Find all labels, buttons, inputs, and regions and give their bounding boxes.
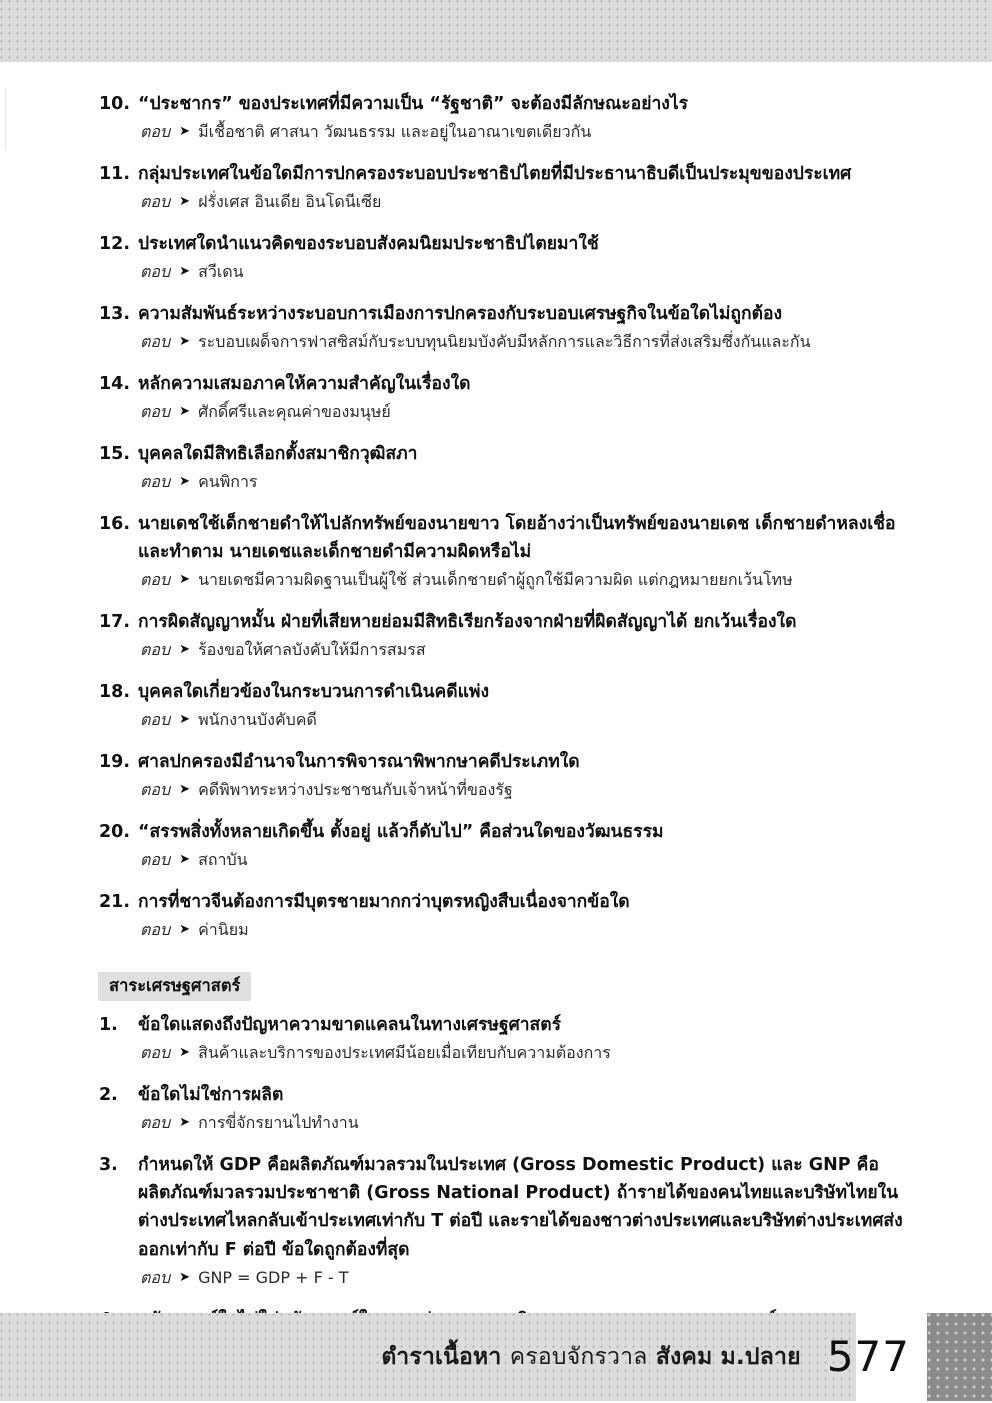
question-body — [138, 370, 910, 436]
question-number: 10. — [99, 94, 131, 114]
footer-title-part-3: สังคม ม.ปลาย — [655, 1343, 801, 1370]
answer-row — [138, 469, 910, 495]
question-body — [138, 1081, 910, 1147]
question-body — [138, 510, 910, 604]
answer-row — [138, 1110, 910, 1136]
question-row — [96, 1081, 910, 1147]
question-number: 3. — [99, 1154, 118, 1175]
answer-row — [138, 1265, 910, 1291]
question-number: 20. — [99, 821, 131, 842]
question-number: 15. — [99, 443, 131, 464]
answer-row — [138, 119, 910, 145]
question-number: 12. — [99, 233, 131, 254]
answer-label: ตอบ — [140, 262, 171, 282]
answer-text: คดีพิพาทระหว่างประชาชนกับเจ้าหน้าที่ของรัฐ — [198, 780, 513, 800]
question-number: 11. — [99, 163, 131, 184]
arrow-right-icon: ➤ — [179, 1115, 191, 1131]
question-row — [96, 1011, 910, 1077]
answer-label: ตอบ — [140, 1043, 171, 1063]
answer-label: ตอบ — [140, 710, 171, 730]
arrow-right-icon: ➤ — [179, 194, 191, 210]
section-heading-economics: สาระเศรษฐศาสตร์ — [98, 972, 251, 1001]
question-row — [96, 888, 910, 954]
question-body — [138, 818, 910, 884]
answer-text: ค่านิยม — [198, 920, 249, 939]
answer-label: ตอบ — [140, 192, 171, 212]
answer-text: นายเดชมีความผิดฐานเป็นผู้ใช้ ส่วนเด็กชายดำผู้ถูกใช้มีความผิด แต่กฎหมายยกเว้นโทษ — [198, 570, 793, 590]
question-text: หลักความเสมอภาคให้ความสำคัญในเรื่องใด — [138, 373, 471, 394]
question-number: 21. — [99, 891, 131, 912]
question-row — [96, 370, 910, 436]
question-body — [138, 748, 910, 814]
question-body — [138, 678, 910, 744]
answer-text: สินค้าและบริการของประเทศมีน้อยเมื่อเทียบกับความต้องการ — [198, 1043, 611, 1063]
question-text: การที่ชาวจีนต้องการมีบุตรชายมากกว่าบุตรหญิงสืบเนื่องจากข้อใด — [138, 891, 630, 912]
question-body — [138, 440, 910, 506]
question-row — [96, 230, 910, 296]
question-number: 13. — [99, 303, 131, 324]
answer-text: GNP = GDP + F - T — [198, 1268, 349, 1288]
question-row — [96, 160, 910, 226]
footer-title-part-2: ครอบจักรวาล — [509, 1343, 648, 1370]
footer-title-part-1: ตำราเนื้อหา — [381, 1343, 502, 1370]
question-body — [138, 230, 910, 296]
question-text: การผิดสัญญาหมั้น ฝ่ายที่เสียหายย่อมมีสิทธิเรียกร้องจากฝ่ายที่ผิดสัญญาได้ ยกเว้นเรื่องใด — [138, 611, 797, 632]
arrow-right-icon: ➤ — [179, 1270, 191, 1286]
question-answer-list — [96, 90, 910, 954]
question-body — [138, 1151, 910, 1302]
arrow-right-icon: ➤ — [179, 922, 191, 937]
answer-row — [138, 847, 910, 873]
answer-row — [138, 1040, 910, 1066]
arrow-right-icon: ➤ — [179, 572, 191, 588]
question-row — [96, 818, 910, 884]
question-text: กลุ่มประเทศในข้อใดมีการปกครองระบอบประชาธิปไตยที่มีประธานาธิบดีเป็นประมุขของประเทศ — [138, 163, 852, 184]
question-row — [96, 510, 910, 604]
answer-label: ตอบ — [140, 122, 171, 142]
question-row — [96, 440, 910, 506]
answer-label: ตอบ — [140, 570, 171, 590]
question-text: บุคคลใดมีสิทธิเลือกตั้งสมาชิกวุฒิสภา — [138, 443, 418, 464]
question-row — [96, 1151, 910, 1302]
answer-row — [138, 707, 910, 733]
answer-label: ตอบ — [140, 780, 171, 800]
question-body — [138, 608, 910, 674]
answer-row — [138, 259, 910, 285]
answer-text: สถาบัน — [198, 850, 248, 870]
top-decorative-dot-band — [0, 0, 992, 62]
answer-label: ตอบ — [140, 1268, 171, 1288]
question-body — [138, 90, 910, 156]
answer-row — [138, 189, 910, 215]
question-text: “ประชากร” ของประเทศที่มีความเป็น “รัฐชาติ” จะต้องมีลักษณะอย่างไร — [138, 94, 689, 114]
arrow-right-icon: ➤ — [179, 852, 191, 868]
arrow-right-icon: ➤ — [179, 474, 191, 490]
answer-row — [138, 399, 910, 425]
answer-text: ฝรั่งเศส อินเดีย อินโดนีเซีย — [198, 192, 382, 212]
question-row — [96, 608, 910, 674]
corner-decorative-dot-block — [927, 1313, 992, 1401]
question-text: นายเดชใช้เด็กชายดำให้ไปลักทรัพย์ของนายขาว โดยอ้างว่าเป็นทรัพย์ของนายเดช เด็กชายดำหลงเชื่อและทำตาม นายเดชและเด็กชายดำมีความผิดหรือไม่ — [138, 513, 896, 562]
answer-text: การขี่จักรยานไปทำงาน — [198, 1113, 359, 1133]
question-row — [96, 300, 910, 366]
question-text: บุคคลใดเกี่ยวข้องในกระบวนการดำเนินคดีแพ่ง — [138, 681, 489, 702]
question-text: ประเทศใดนำแนวคิดของระบอบสังคมนิยมประชาธิปไตยมาใช้ — [138, 233, 599, 254]
question-body — [138, 300, 910, 366]
answer-text: พนักงานบังคับคดี — [198, 710, 317, 730]
question-number: 17. — [99, 611, 131, 632]
arrow-right-icon: ➤ — [179, 712, 191, 728]
answer-text: คนพิการ — [198, 472, 258, 492]
question-row — [96, 748, 910, 814]
arrow-right-icon: ➤ — [179, 334, 191, 350]
page-number: 577 — [826, 1332, 910, 1381]
answer-text: มีเชื้อชาติ ศาสนา วัฒนธรรม และอยู่ในอาณาเขตเดียวกัน — [198, 122, 592, 142]
section-heading-wrapper — [96, 958, 910, 1011]
answer-row — [138, 637, 910, 663]
answer-label: ตอบ — [140, 920, 171, 939]
answer-label: ตอบ — [140, 640, 171, 660]
answer-text: สวีเดน — [198, 262, 244, 282]
arrow-right-icon: ➤ — [179, 124, 191, 140]
question-number: 1. — [99, 1014, 118, 1035]
question-body — [138, 160, 910, 226]
question-body — [138, 888, 910, 954]
arrow-right-icon: ➤ — [179, 404, 191, 420]
arrow-right-icon: ➤ — [179, 782, 191, 798]
question-number: 16. — [99, 513, 131, 534]
question-text: ข้อใดไม่ใช่การผลิต — [138, 1084, 284, 1105]
question-number: 19. — [99, 751, 131, 772]
question-text: ความสัมพันธ์ระหว่างระบอบการเมืองการปกครองกับระบอบเศรษฐกิจในข้อใดไม่ถูกต้อง — [138, 303, 783, 324]
footer-decorative-dot-band — [0, 1313, 856, 1401]
question-row — [96, 90, 910, 156]
question-text: กำหนดให้ GDP คือผลิตภัณฑ์มวลรวมในประเทศ (Gross Domestic Product) และ GNP คือผลิตภัณฑ์มวลรวมประชาชาติ (Gross National Product) ถ้ารายได้ของคนไทยและบริษัทไทยในต่างประเทศไหลกลับเข้าประเทศเท่ากับ T ต่อปี และรายได้ของชาวต่างประเทศและบริษัทต่างประเทศส่งออกเท่ากับ F ต่อปี ข้อใดถูกต้องที่สุด — [138, 1154, 903, 1260]
question-text: ศาลปกครองมีอำนาจในการพิจารณาพิพากษาคดีประเภทใด — [138, 751, 580, 772]
arrow-right-icon: ➤ — [179, 642, 191, 658]
answer-row — [138, 329, 910, 355]
answer-text: ศักดิ์ศรีและคุณค่าของมนุษย์ — [198, 402, 391, 422]
question-row — [96, 678, 910, 744]
answer-label: ตอบ — [140, 850, 171, 870]
question-number: 14. — [99, 373, 131, 394]
answer-text: ระบอบเผด็จการฟาสซิสม์กับระบบทุนนิยมบังคับมีหลักการและวิธีการที่ส่งเสริมซึ่งกันและกัน — [198, 332, 811, 352]
answer-label: ตอบ — [140, 332, 171, 352]
answer-text: ร้องขอให้ศาลบังคับให้มีการสมรส — [198, 640, 426, 660]
answer-label: ตอบ — [140, 1113, 171, 1133]
answer-row — [138, 777, 910, 803]
question-text: ข้อใดแสดงถึงปัญหาความขาดแคลนในทางเศรษฐศาสตร์ — [138, 1014, 561, 1035]
question-number: 18. — [99, 681, 131, 702]
question-text: “สรรพสิ่งทั้งหลายเกิดขึ้น ตั้งอยู่ แล้วก็ดับไป” คือส่วนใดของวัฒนธรรม — [138, 821, 664, 842]
page-content — [0, 62, 992, 1381]
arrow-right-icon: ➤ — [179, 264, 191, 280]
answer-label: ตอบ — [140, 402, 171, 422]
question-body — [138, 1011, 910, 1077]
answer-row — [138, 917, 910, 943]
answer-row — [138, 567, 910, 593]
question-number: 2. — [99, 1084, 118, 1105]
answer-label: ตอบ — [140, 472, 171, 492]
arrow-right-icon: ➤ — [179, 1045, 191, 1061]
